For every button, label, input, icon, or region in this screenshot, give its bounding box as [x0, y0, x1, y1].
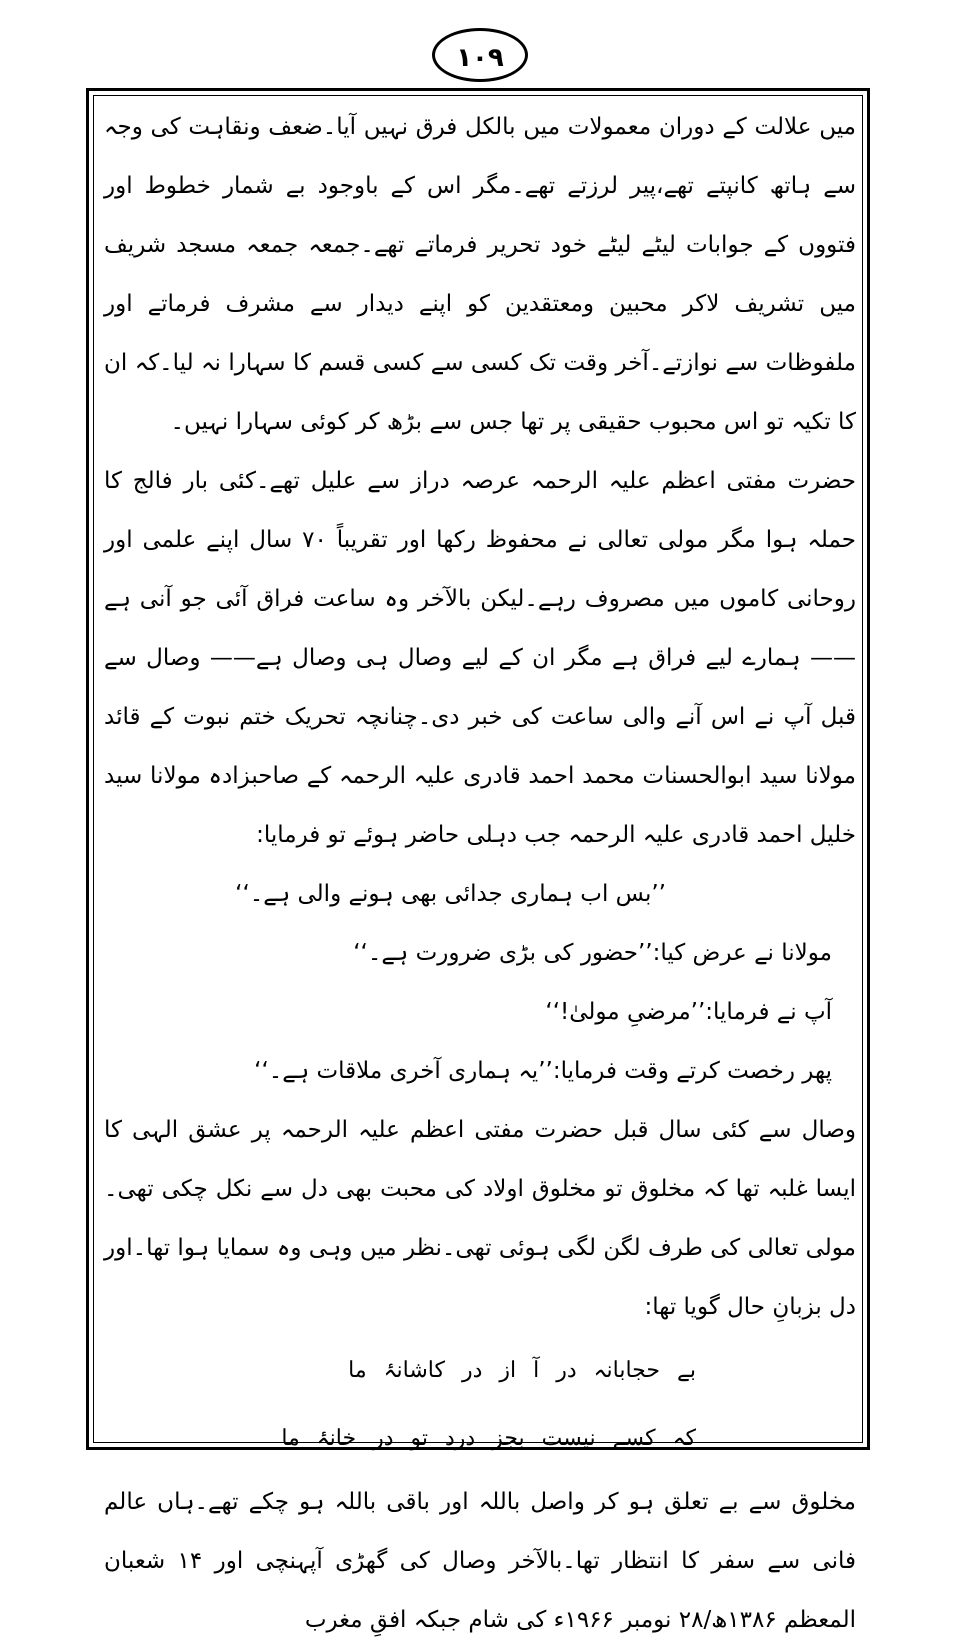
paragraph-departure: مخلوق سے بے تعلق ہو کر واصل باللہ اور باقی باللہ ہو چکے تھے۔ہاں عالم فانی سے سفر کا انتظار تھا۔بالآخر وصال کی گھڑی آپہنچی اور ۱۴ شعبان المعظم ۱۳۸۶ھ/۲۸ نومبر ۱۹۶۶ء کی شام جبکہ افقِ مغرب	[104, 1489, 856, 1633]
page-number-container	[0, 28, 960, 82]
quote-will-of-lord: آپ نے فرمایا:’’مرضیِ مولیٰ!‘‘	[545, 999, 832, 1025]
verse-line-2: کہ کسے نیست بجز درد تو در خانۂ ما	[281, 1426, 696, 1451]
page-number: ۱۰۹	[432, 28, 528, 82]
paragraph-final-days: حضرت مفتی اعظم علیہ الرحمہ عرصہ دراز سے علیل تھے۔کئی بار فالج کا حملہ ہوا مگر مولی تعالی نے محفوظ رکھا اور تقریباً ۷۰ سال اپنے علمی اور روحانی کاموں میں مصروف رہے۔لیکن بالآخر وہ ساعت فراق آئی جو آنی ہے—— ہمارے لیے فراق ہے مگر ان کے لیے وصال ہی وصال ہے—— وصال سے قبل آپ نے اس آنے والی ساعت کی خبر دی۔چنانچہ تحریک ختم نبوت کے قائد مولانا سید ابوالحسنات محمد احمد قادری علیہ الرحمہ کے صاحبزادہ مولانا سید خلیل احمد قادری علیہ الرحمہ جب دہلی حاضر ہوئے تو فرمایا:	[104, 468, 856, 848]
quote-last-meeting: پھر رخصت کرتے وقت فرمایا:’’یہ ہماری آخری ملاقات ہے۔‘‘	[254, 1058, 832, 1084]
paragraph-divine-love: وصال سے کئی سال قبل حضرت مفتی اعظم علیہ الرحمہ پر عشق الہی کا ایسا غلبہ تھا کہ مخلوق تو مخلوق اولاد کی محبت بھی دل سے نکل چکی تھی۔مولی تعالی کی طرف لگن لگی ہوئی تھی۔نظر میں وہی وہ سمایا ہوا تھا۔اور دل بزبانِ حال گویا تھا:	[104, 1117, 856, 1320]
paragraph-illness-routine: میں علالت کے دوران معمولات میں بالکل فرق نہیں آیا۔ضعف ونقاہت کی وجہ سے ہاتھ کانپتے تھے،پیر لرزتے تھے۔مگر اس کے باوجود بے شمار خطوط اور فتووں کے جوابات لیٹے لیٹے خود تحریر فرماتے تھے۔جمعہ جمعہ مسجد شریف میں تشریف لاکر محبین ومعتقدین کو اپنے دیدار سے مشرف فرماتے اور ملفوظات سے نوازتے۔آخر وقت تک کسی سے کسی قسم کا سہارا نہ لیا۔کہ ان کا تکیہ تو اس محبوب حقیقی پر تھا جس سے بڑھ کر کوئی سہارا نہیں۔	[104, 114, 856, 435]
verse-line-1: بے حجابانہ در آ از در کاشانۂ ما	[348, 1358, 696, 1383]
quote-separation: ’’بس اب ہماری جدائی بھی ہونے والی ہے۔‘‘	[235, 881, 666, 907]
page-content	[104, 98, 856, 1650]
quote-maulana-request: مولانا نے عرض کیا:’’حضور کی بڑی ضرورت ہے۔‘‘	[353, 940, 832, 966]
